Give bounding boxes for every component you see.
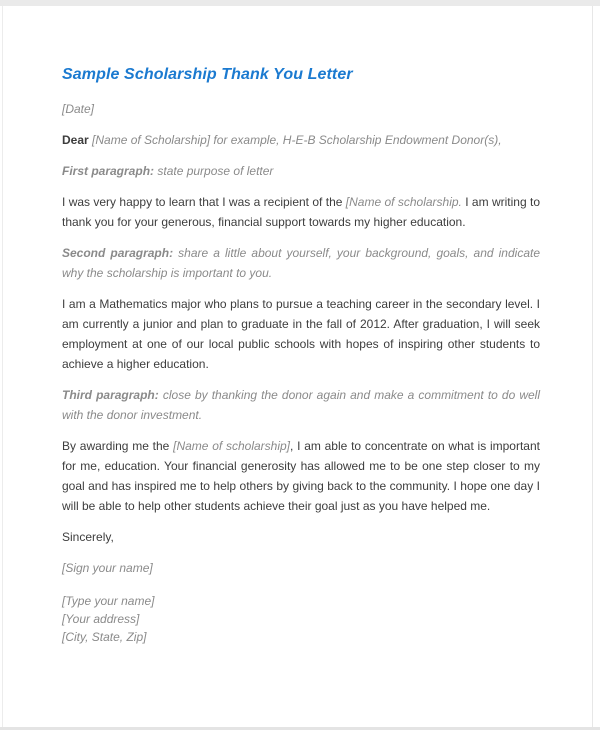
paragraph3-scholarship-name-placeholder: [Name of scholarship]: [173, 439, 291, 453]
paragraph1-text-before: I was very happy to learn that I was a recipient of the: [62, 195, 346, 209]
body-paragraph-3: [62, 436, 540, 516]
salutation-dear-label: Dear: [62, 133, 89, 147]
instruction-second-label: Second paragraph:: [62, 246, 174, 260]
paragraph3-text-before: By awarding me the: [62, 439, 174, 453]
sign-name-placeholder: [Sign your name]: [62, 561, 153, 575]
body-paragraph-1: [62, 192, 540, 232]
date-placeholder: [Date]: [62, 102, 95, 116]
paragraph1-text-after: I am writing to thank you for your generous, financial support towards my higher education.: [62, 195, 541, 229]
instruction-first-text: state purpose of letter: [157, 164, 274, 178]
page-title: Sample Scholarship Thank You Letter: [62, 66, 353, 83]
letter-page: [3, 6, 592, 727]
salutation-recipient-placeholder: [Name of Scholarship] for example, H-E-B Scholarship Endowment Donor(s),: [92, 133, 502, 147]
page-edge-right: [592, 6, 593, 727]
salutation-line: [62, 130, 540, 150]
address-placeholder: [Your address]: [62, 612, 140, 626]
instruction-second-paragraph: [62, 243, 540, 283]
instruction-third-label: Third paragraph:: [62, 388, 159, 402]
city-state-zip-placeholder: [City, State, Zip]: [62, 630, 147, 644]
closing-line: Sincerely,: [62, 530, 114, 544]
body-paragraph-2: I am a Mathematics major who plans to pursue a teaching career in the secondary level. I am currently a junior and plan to graduate in the fall of 2012. After graduation, I will seek employment at one of our local public schools with hopes of inspiring other students to achieve a higher education.: [62, 297, 540, 371]
paragraph3-text-after: , I am able to concentrate on what is important for me, education. Your financial generosity has allowed me to be one step closer to my goal and has inspired me to help others by giving back to the community. I hope one day I will be able to help other students achieve their goal just as you have helped me.: [62, 439, 540, 513]
instruction-third-text: close by thanking the donor again and make a commitment to do well with the donor investment.: [62, 388, 541, 422]
instruction-first-label: First paragraph:: [62, 164, 155, 178]
instruction-first-paragraph: [62, 161, 540, 181]
typed-name-placeholder: [Type your name]: [62, 594, 155, 608]
paragraph1-scholarship-name-placeholder: [Name of scholarship.: [345, 195, 462, 209]
instruction-second-text: share a little about yourself, your background, goals, and indicate why the scholarship is important to you.: [62, 246, 540, 280]
instruction-third-paragraph: [62, 385, 540, 425]
